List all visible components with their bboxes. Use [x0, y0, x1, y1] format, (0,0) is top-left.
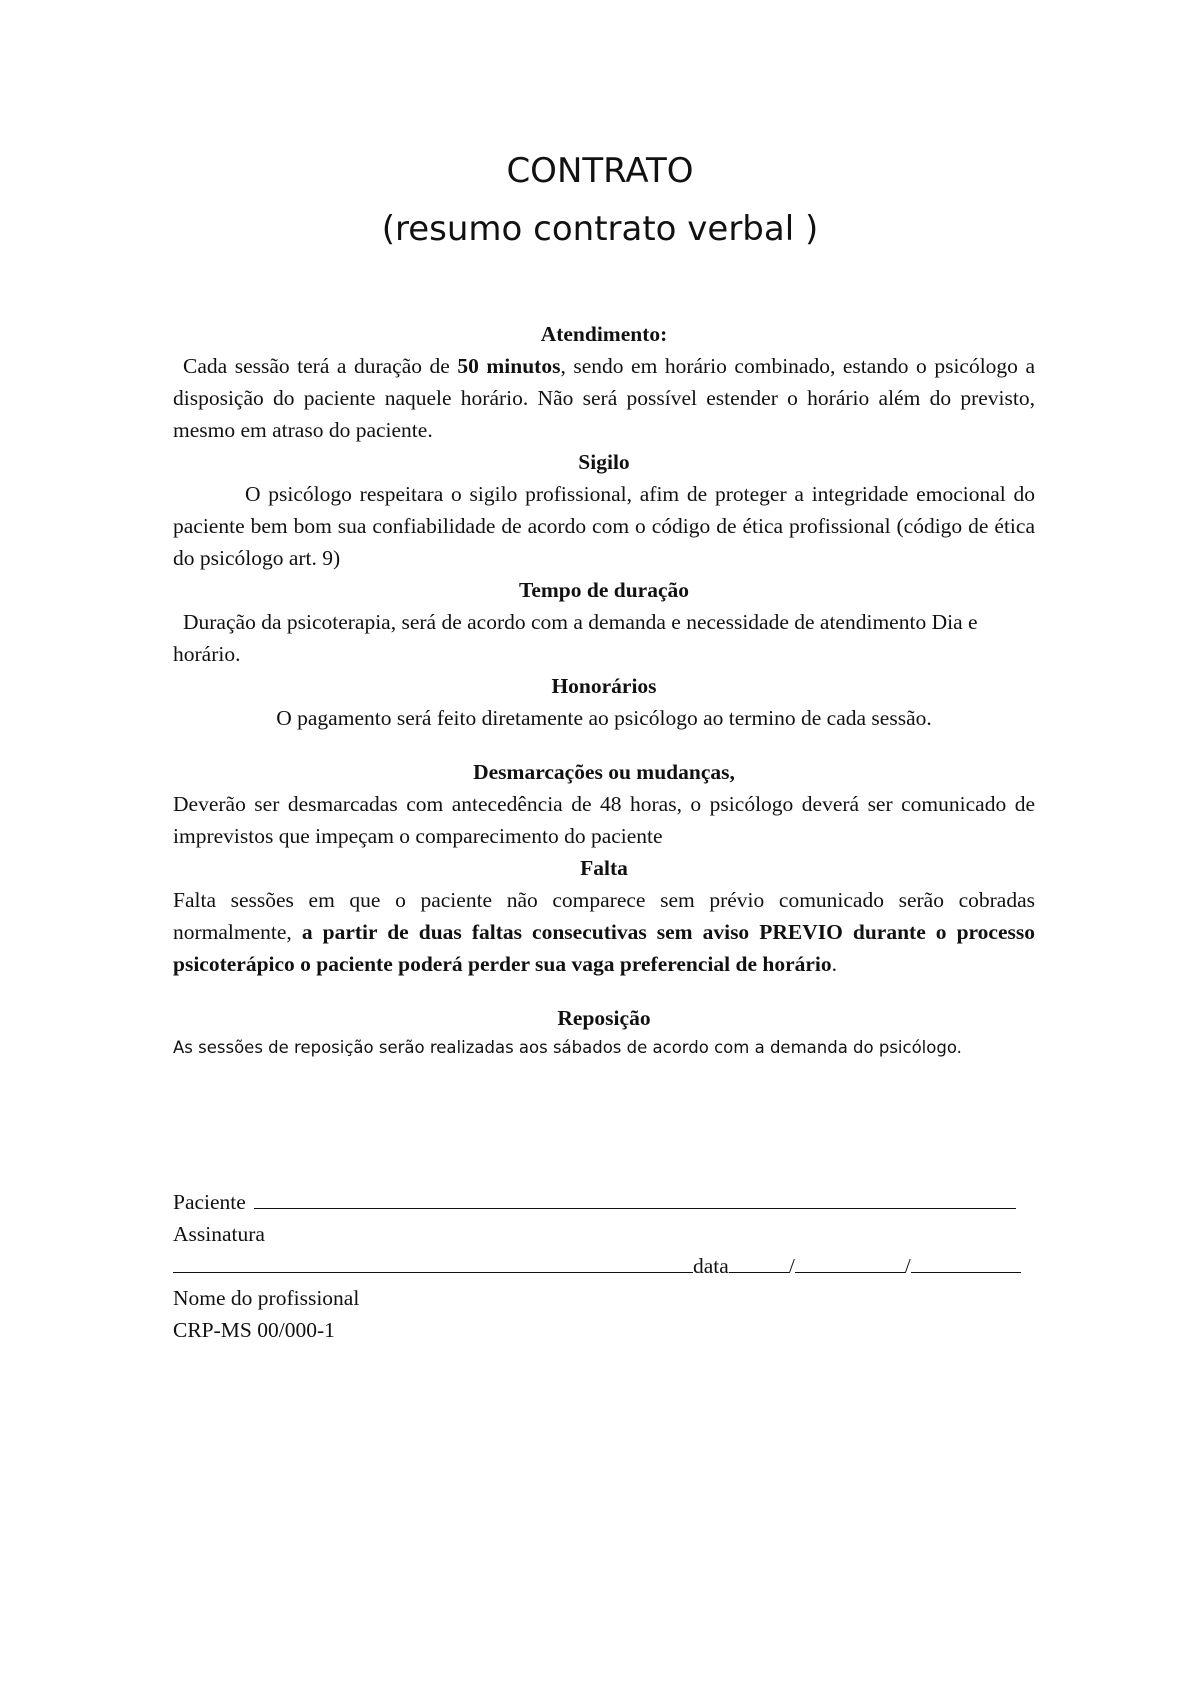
section-text-reposicao: As sessões de reposição serão realizadas aos sábados de acordo com a demanda do psicólogo. [173, 1038, 962, 1057]
section-heading-reposicao: Reposição [557, 1006, 651, 1030]
section-heading-atendimento: Atendimento: [540, 322, 668, 346]
signature-block [173, 1186, 1035, 1346]
patient-row [173, 1186, 1035, 1218]
crp-number: CRP-MS 00/000-1 [173, 1318, 335, 1342]
atendimento-text-end: , sendo em horário combinado, estando o psicólogo a disposição do paciente naquele horário. Não será possível estender o horário além do previsto, mesmo em atraso do paciente. [173, 354, 1035, 442]
section-text-atendimento [173, 350, 1035, 446]
title-block [0, 142, 1200, 258]
section-text-honorarios: O pagamento será feito diretamente ao psicólogo ao termino de cada sessão. [276, 706, 932, 730]
falta-warning: a partir de duas faltas consecutivas sem aviso PREVIO durante o processo psicoterápico o paciente poderá perder sua vaga preferencial de horário [173, 920, 1036, 976]
section-heading-honorarios: Honorários [551, 674, 657, 698]
date-separator: / [788, 1254, 795, 1278]
section-text-falta [173, 884, 1035, 980]
professional-name-label: Nome do profissional [173, 1286, 360, 1310]
spacer [173, 734, 1035, 756]
section-text-tempo: Duração da psicoterapia, será de acordo com a demanda e necessidade de atendimento Dia e horário. [173, 610, 978, 666]
signature-label: Assinatura [173, 1222, 265, 1246]
date-separator: / [904, 1254, 911, 1278]
date-month-line[interactable] [795, 1250, 905, 1273]
document-subtitle: (resumo contrato verbal ) [381, 209, 819, 249]
date-day-line[interactable] [729, 1250, 789, 1273]
patient-label: Paciente [173, 1190, 246, 1214]
section-heading-sigilo: Sigilo [578, 450, 630, 474]
section-heading-desmarcacoes: Desmarcações ou mudanças, [473, 760, 735, 784]
section-text-sigilo: O psicólogo respeitara o sigilo profissional, afim de proteger a integridade emocional do paciente bem bom sua confiabilidade de acordo com o código de ética profissional (código de ética do psicólogo art. 9) [173, 482, 1035, 570]
falta-text-start: Falta sessões em que o paciente não comparece sem prévio comunicado serão cobradas normalmente, [173, 888, 1035, 944]
signature-line[interactable] [173, 1250, 693, 1273]
date-year-line[interactable] [911, 1250, 1021, 1273]
signature-date-row [173, 1250, 1035, 1282]
document-title: CONTRATO [506, 151, 694, 191]
spacer [173, 980, 1035, 1002]
date-label: data [693, 1254, 729, 1278]
falta-text-end: . [831, 952, 838, 976]
document-body [173, 318, 1035, 1062]
section-heading-tempo: Tempo de duração [518, 578, 690, 602]
atendimento-duration: 50 minutos [457, 354, 561, 378]
atendimento-text-start: Cada sessão terá a duração de [183, 354, 458, 378]
section-heading-falta: Falta [580, 856, 628, 880]
section-text-desmarcacoes: Deverão ser desmarcadas com antecedência de 48 horas, o psicólogo deverá ser comunicado de imprevistos que impeçam o comparecimento do paciente [173, 792, 1035, 848]
patient-name-line[interactable] [254, 1186, 1016, 1209]
